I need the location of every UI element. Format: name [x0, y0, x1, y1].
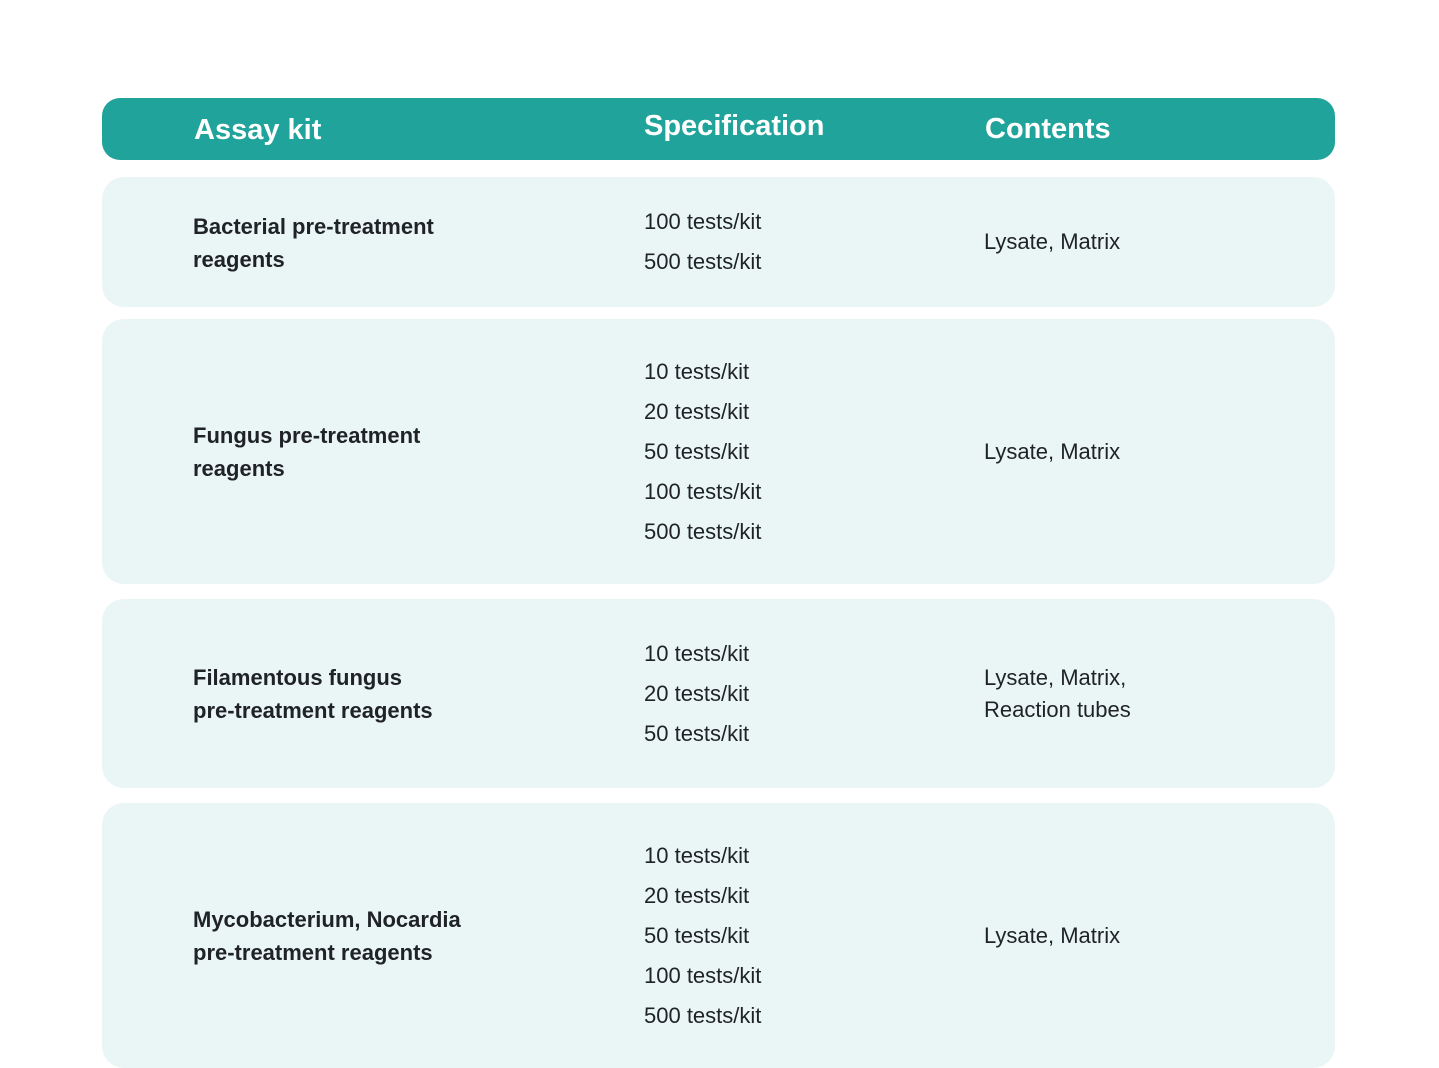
specification-item: 500 tests/kit	[644, 518, 762, 544]
contents-line: Lysate, Matrix,	[984, 664, 1127, 690]
table-header	[102, 98, 1335, 160]
specification-item: 500 tests/kit	[644, 1002, 762, 1028]
specification-item: 500 tests/kit	[644, 249, 762, 274]
specification-item: 10 tests/kit	[644, 640, 750, 666]
header-specification: Specification	[644, 110, 825, 142]
header-contents: Contents	[985, 113, 1111, 145]
assay-kit-name-line: pre-treatment reagents	[193, 939, 433, 965]
specification-list	[644, 319, 944, 584]
specification-item: 100 tests/kit	[644, 209, 762, 234]
assay-kit-name-line: reagents	[193, 247, 285, 272]
table-row	[102, 319, 1335, 584]
specification-item: 50 tests/kit	[644, 720, 750, 746]
header-assay-kit: Assay kit	[194, 114, 322, 146]
contents-cell	[984, 177, 1304, 307]
contents-line: Lysate, Matrix	[984, 229, 1121, 254]
specification-item: 20 tests/kit	[644, 882, 750, 908]
assay-kit-name-line: pre-treatment reagents	[193, 697, 433, 723]
assay-kit-name	[193, 319, 613, 584]
assay-kit-name	[193, 177, 613, 307]
specification-list	[644, 599, 944, 788]
specification-item: 20 tests/kit	[644, 398, 750, 424]
specification-item: 50 tests/kit	[644, 438, 750, 464]
assay-kit-name-line: reagents	[193, 455, 285, 481]
specification-item: 100 tests/kit	[644, 478, 762, 504]
table-row	[102, 599, 1335, 788]
assay-kit-table	[102, 98, 1335, 1028]
contents-line: Reaction tubes	[984, 696, 1131, 722]
assay-kit-name-line: Bacterial pre-treatment	[193, 214, 434, 239]
contents-line: Lysate, Matrix	[984, 922, 1121, 948]
assay-kit-name-line: Mycobacterium, Nocardia	[193, 906, 461, 932]
contents-cell	[984, 599, 1304, 788]
contents-cell	[984, 319, 1304, 584]
specification-item: 10 tests/kit	[644, 842, 750, 868]
specification-item: 50 tests/kit	[644, 922, 750, 948]
contents-cell	[984, 803, 1304, 1068]
assay-kit-name-line: Fungus pre-treatment	[193, 422, 421, 448]
specification-item: 20 tests/kit	[644, 680, 750, 706]
specification-item: 10 tests/kit	[644, 358, 750, 384]
table-row	[102, 803, 1335, 1068]
contents-line: Lysate, Matrix	[984, 438, 1121, 464]
specification-list	[644, 803, 944, 1068]
specification-list	[644, 177, 944, 307]
assay-kit-name	[193, 599, 613, 788]
assay-kit-name	[193, 803, 613, 1068]
assay-kit-name-line: Filamentous fungus	[193, 664, 402, 690]
specification-item: 100 tests/kit	[644, 962, 762, 988]
table-row	[102, 177, 1335, 307]
